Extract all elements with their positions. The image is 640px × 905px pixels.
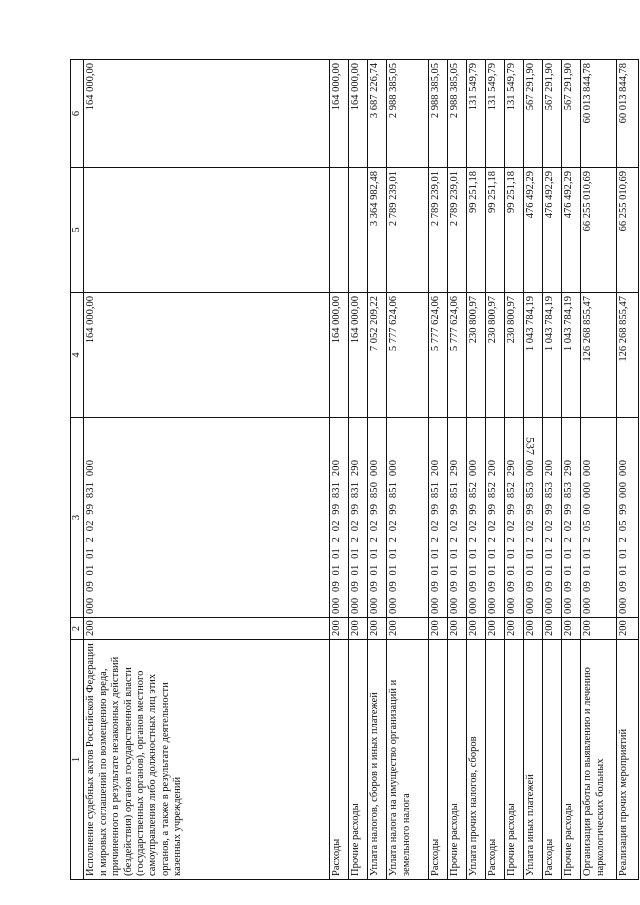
- row-amount-6: 567 291,90: [543, 60, 562, 168]
- row-amount-4: 164 000,00: [84, 293, 330, 418]
- row-code-3: 000 09 01 01 2 02 99 853 200: [543, 418, 562, 618]
- row-name: Прочие расходы: [562, 640, 581, 880]
- row-name: Уплата прочих налогов, сборов: [467, 640, 486, 880]
- row-amount-6: 131 549,79: [486, 60, 505, 168]
- row-amount-5: 99 251,18: [467, 168, 486, 293]
- row-amount-5: 3 364 982,48: [368, 168, 387, 293]
- row-name: Реализация прочих мероприятий: [617, 640, 639, 880]
- row-name: Расходы: [543, 640, 562, 880]
- row-code-2: 200: [505, 618, 524, 640]
- header-row: [71, 60, 84, 880]
- row-name: Уплата иных платежей: [524, 640, 543, 880]
- row-amount-4: 1 043 784,19: [524, 293, 543, 418]
- row-code-2: 200: [448, 618, 467, 640]
- row-amount-6: 131 549,79: [467, 60, 486, 168]
- row-name: Прочие расходы: [448, 640, 467, 880]
- table-row: [543, 60, 562, 880]
- table-row: [617, 60, 639, 880]
- row-amount-6: 2 988 385,05: [448, 60, 467, 168]
- row-name: Расходы: [486, 640, 505, 880]
- row-code-2: 200: [467, 618, 486, 640]
- row-code-2: 200: [524, 618, 543, 640]
- row-code-2: 200: [84, 618, 330, 640]
- header-col-3: 3: [71, 418, 84, 618]
- row-amount-5: [84, 168, 330, 293]
- row-code-2: 200: [562, 618, 581, 640]
- row-amount-4: 7 052 209,22: [368, 293, 387, 418]
- row-code-3: 000 09 01 01 2 02 99 852 000: [467, 418, 486, 618]
- row-amount-4: 230 800,97: [505, 293, 524, 418]
- row-code-3: 000 09 01 01 2 02 99 853 290: [562, 418, 581, 618]
- row-code-3: 000 09 01 01 2 02 99 851 200: [429, 418, 448, 618]
- row-code-3: 000 09 01 01 2 02 99 852 200: [486, 418, 505, 618]
- table-row: [448, 60, 467, 880]
- row-code-2: 200: [368, 618, 387, 640]
- row-amount-6: 164 000,00: [349, 60, 368, 168]
- row-code-3: 000 09 01 01 2 05 00 000 000: [581, 418, 617, 618]
- row-amount-6: 164 000,00: [330, 60, 349, 168]
- row-amount-4: 126 268 855,47: [581, 293, 617, 418]
- table-body: [84, 60, 639, 880]
- row-code-2: 200: [349, 618, 368, 640]
- row-amount-4: 5 777 624,06: [387, 293, 429, 418]
- row-name: Уплата налога на имущество организаций и земельного налога: [387, 640, 429, 880]
- row-amount-4: 1 043 784,19: [562, 293, 581, 418]
- row-code-2: 200: [617, 618, 639, 640]
- table-row: [330, 60, 349, 880]
- row-amount-6: 60 013 844,78: [617, 60, 639, 168]
- row-name: Исполнение судебных актов Российской Федерации и мировых соглашений по возмещению вреда, причиненного в результате незаконных действий (бездействия) органов государственной власти (государственных органов), органов местного самоуправления либо должностных лиц этих органов, а также в результате деятельности казенных учреждений: [84, 640, 330, 880]
- row-amount-4: 164 000,00: [349, 293, 368, 418]
- table-row: [368, 60, 387, 880]
- row-name: Расходы: [330, 640, 349, 880]
- row-amount-5: 66 255 010,69: [581, 168, 617, 293]
- table-row: [349, 60, 368, 880]
- row-amount-6: 2 988 385,05: [429, 60, 448, 168]
- row-code-2: 200: [486, 618, 505, 640]
- header-col-2: 2: [71, 618, 84, 640]
- row-amount-6: 3 687 226,74: [368, 60, 387, 168]
- table-row: [429, 60, 448, 880]
- row-amount-5: 99 251,18: [505, 168, 524, 293]
- header-col-6: 6: [71, 60, 84, 168]
- row-amount-4: 5 777 624,06: [448, 293, 467, 418]
- table-row: [562, 60, 581, 880]
- row-amount-4: 164 000,00: [330, 293, 349, 418]
- row-code-3: 000 09 01 01 2 02 99 850 000: [368, 418, 387, 618]
- row-code-2: 200: [387, 618, 429, 640]
- row-amount-6: 567 291,90: [562, 60, 581, 168]
- row-code-3: 000 09 01 01 2 02 99 831 290: [349, 418, 368, 618]
- row-code-3: 000 09 01 01 2 02 99 831 200: [330, 418, 349, 618]
- row-amount-4: 126 268 855,47: [617, 293, 639, 418]
- table-row: [581, 60, 617, 880]
- row-amount-5: 476 492,29: [543, 168, 562, 293]
- header-col-5: 5: [71, 168, 84, 293]
- table-row: [486, 60, 505, 880]
- row-name: Уплата налогов, сборов и иных платежей: [368, 640, 387, 880]
- row-name: Прочие расходы: [505, 640, 524, 880]
- budget-table: [70, 59, 639, 880]
- row-name: Прочие расходы: [349, 640, 368, 880]
- row-code-2: 200: [330, 618, 349, 640]
- header-col-4: 4: [71, 293, 84, 418]
- row-code-3: 000 09 01 01 2 02 99 852 290: [505, 418, 524, 618]
- table-row: [84, 60, 330, 880]
- row-amount-4: 5 777 624,06: [429, 293, 448, 418]
- row-code-2: 200: [543, 618, 562, 640]
- row-code-3: 000 09 01 01 2 02 99 831 000: [84, 418, 330, 618]
- table-row: [467, 60, 486, 880]
- row-amount-5: 66 255 010,69: [617, 168, 639, 293]
- row-code-3: 000 09 01 01 2 05 99 000 000: [617, 418, 639, 618]
- row-code-3: 000 09 01 01 2 02 99 853 000: [524, 418, 543, 618]
- row-amount-4: 230 800,97: [486, 293, 505, 418]
- row-amount-5: 2 789 239,01: [429, 168, 448, 293]
- row-amount-5: 2 789 239,01: [448, 168, 467, 293]
- row-amount-5: 476 492,29: [562, 168, 581, 293]
- row-amount-4: 230 800,97: [467, 293, 486, 418]
- row-amount-6: 131 549,79: [505, 60, 524, 168]
- table-row: [524, 60, 543, 880]
- row-amount-4: 1 043 784,19: [543, 293, 562, 418]
- row-amount-5: 476 492,29: [524, 168, 543, 293]
- row-name: Организация работы по выявлению и лечению наркологических больных: [581, 640, 617, 880]
- header-col-1: 1: [71, 640, 84, 880]
- row-amount-5: 2 789 239,01: [387, 168, 429, 293]
- row-amount-6: 60 013 844,78: [581, 60, 617, 168]
- row-name: Расходы: [429, 640, 448, 880]
- row-amount-5: 99 251,18: [486, 168, 505, 293]
- page-number: 537: [523, 437, 538, 455]
- row-code-2: 200: [429, 618, 448, 640]
- table-row: [505, 60, 524, 880]
- row-code-3: 000 09 01 01 2 02 99 851 290: [448, 418, 467, 618]
- row-amount-6: 2 988 385,05: [387, 60, 429, 168]
- rotated-budget-table: [70, 60, 630, 880]
- row-code-3: 000 09 01 01 2 02 99 851 000: [387, 418, 429, 618]
- row-amount-5: [330, 168, 349, 293]
- table-row: [387, 60, 429, 880]
- row-amount-5: [349, 168, 368, 293]
- row-code-2: 200: [581, 618, 617, 640]
- row-amount-6: 567 291,90: [524, 60, 543, 168]
- row-amount-6: 164 000,00: [84, 60, 330, 168]
